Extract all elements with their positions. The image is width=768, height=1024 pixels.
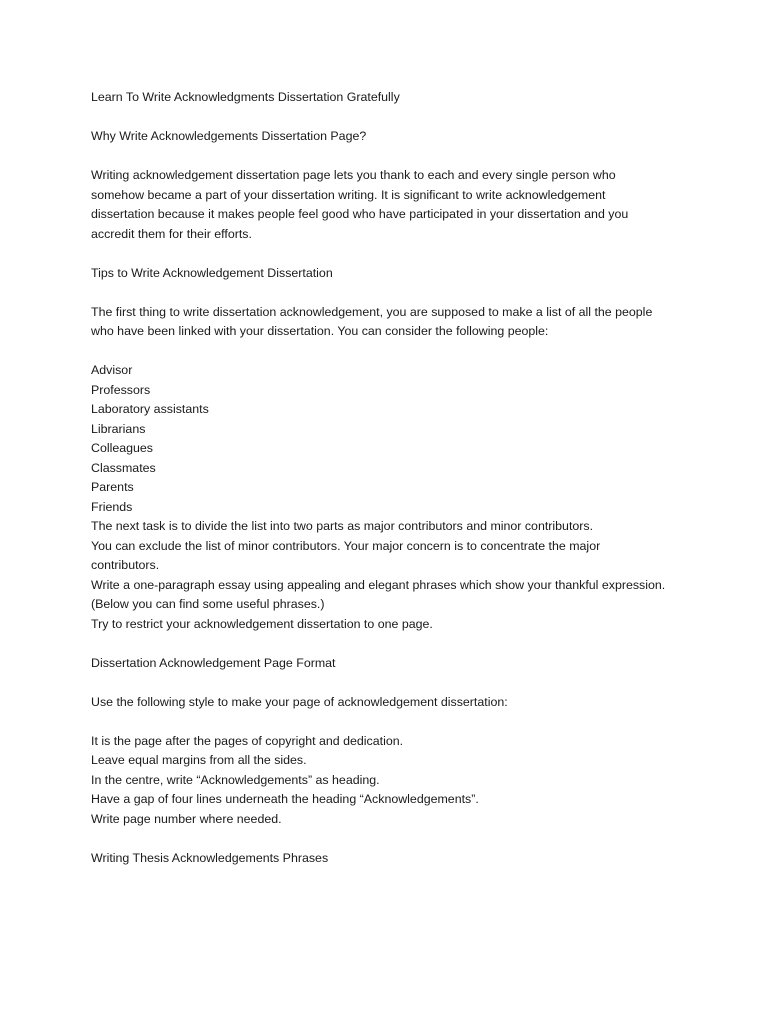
list-item: Classmates [91, 460, 156, 475]
people-list [91, 361, 691, 517]
list-item: Laboratory assistants [91, 402, 209, 416]
rule-line: In the centre, write “Acknowledgements” as heading. [91, 772, 380, 787]
step-line: You can exclude the list of minor contributors. Your major concern is to concentrate the major [91, 538, 601, 553]
tips-line: The first thing to write dissertation acknowledgement, you are supposed to make a list of all the people [91, 304, 653, 319]
list-item: Colleagues [91, 441, 153, 455]
document-page [91, 88, 691, 888]
heading-format: Dissertation Acknowledgement Page Format [91, 655, 336, 670]
list-item: Parents [91, 480, 134, 494]
heading-tips: Tips to Write Acknowledgement Dissertation [91, 265, 333, 280]
step-line: Write a one-paragraph essay using appealing and elegant phrases which show your thankful expression. [91, 577, 666, 592]
why-paragraph [91, 166, 691, 244]
list-item: Professors [91, 382, 151, 397]
document-title: Learn To Write Acknowledgments Dissertation Gratefully [91, 90, 400, 104]
why-line: dissertation because it makes people feel good who have participated in your dissertation and you [91, 207, 629, 221]
step-line: The next task is to divide the list into two parts as major contributors and minor contributors. [91, 519, 594, 533]
list-item: Advisor [91, 363, 133, 377]
format-rules [91, 732, 691, 830]
why-line: accredit them for their efforts. [91, 226, 252, 241]
list-item: Friends [91, 499, 133, 514]
rule-line: Leave equal margins from all the sides. [91, 753, 307, 767]
heading-why: Why Write Acknowledgements Dissertation Page? [91, 129, 367, 143]
step-line: (Below you can find some useful phrases.) [91, 597, 325, 611]
why-line: Writing acknowledgement dissertation page lets you thank to each and every single person who [91, 168, 616, 182]
rule-line: Write page number where needed. [91, 811, 282, 826]
step-line: contributors. [91, 558, 160, 572]
heading-phrases: Writing Thesis Acknowledgements Phrases [91, 850, 329, 865]
tips-steps [91, 517, 691, 634]
format-intro: Use the following style to make your page of acknowledgement dissertation: [91, 694, 508, 709]
tips-paragraph [91, 303, 691, 342]
step-line: Try to restrict your acknowledgement dissertation to one page. [91, 616, 433, 631]
list-item: Librarians [91, 421, 146, 436]
rule-line: Have a gap of four lines underneath the heading “Acknowledgements”. [91, 792, 479, 806]
rule-line: It is the page after the pages of copyright and dedication. [91, 733, 404, 748]
why-line: somehow became a part of your dissertation writing. It is significant to write acknowledgement [91, 187, 606, 202]
tips-line: who have been linked with your dissertation. You can consider the following people: [91, 324, 549, 338]
